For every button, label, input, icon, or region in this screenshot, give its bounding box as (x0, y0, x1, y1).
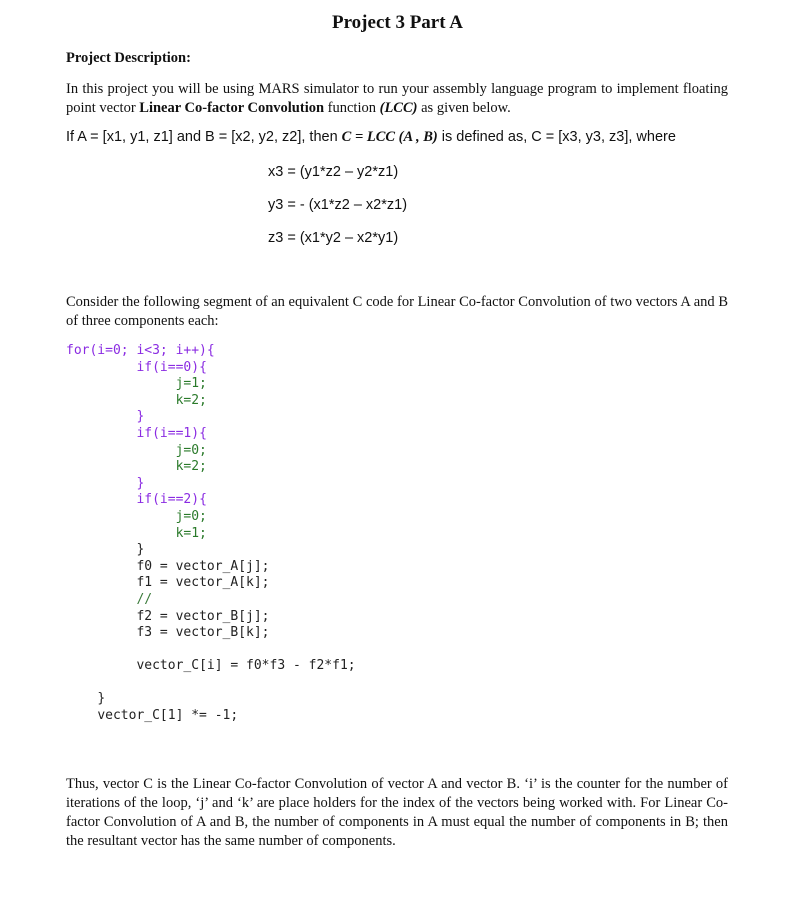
code-if2-j: j=0; (175, 508, 207, 524)
code-if1-j: j=0; (175, 442, 207, 458)
intro-paragraph (66, 80, 728, 118)
code-for-close: } (97, 691, 106, 707)
code-if0-close: } (136, 409, 145, 425)
equation-x3: x3 = (y1*z2 – y2*z1) (268, 164, 399, 180)
intro-text-1: In this project you will be using MARS simulator to run your assembly language program to implement floating point vector (66, 81, 728, 116)
code-comment: // (136, 591, 153, 607)
definition-formula: C = LCC (A , B) (341, 129, 438, 145)
equation-z3: z3 = (x1*y2 – x2*y1) (268, 230, 399, 246)
code-f0-line: f0 = vector_A[j]; (136, 558, 270, 574)
code-if1-close: } (136, 475, 145, 491)
code-f1-line: f1 = vector_A[k]; (136, 575, 270, 591)
definition-text-2: is defined as, C = [x3, y3, z3], where (437, 129, 676, 145)
code-for-keyword: for (66, 343, 90, 358)
intro-text-2: function (324, 100, 380, 116)
consider-paragraph: Consider the following segment of an equivalent C code for Linear Co-factor Convolution of two vectors A and B of three components each: (66, 294, 728, 329)
lcc-term: Linear Co-factor Convolution (139, 100, 325, 116)
code-if1-keyword: if (136, 425, 153, 441)
intro-text-3: as given below. (417, 100, 511, 116)
code-if2-close: } (136, 542, 145, 558)
code-if0-keyword: if (136, 359, 153, 375)
code-if1-cond: (i==1){ (152, 425, 207, 441)
definition-text-1: If A = [x1, y1, z1] and B = [x2, y2, z2], then (66, 129, 342, 145)
definition-line (66, 129, 746, 146)
code-f3-line: f3 = vector_B[k]; (136, 625, 270, 641)
code-negate-line: vector_C[1] *= -1; (97, 708, 239, 724)
code-f2-line: f2 = vector_B[j]; (136, 608, 270, 624)
code-block (66, 343, 356, 725)
code-if2-cond: (i==2){ (152, 492, 207, 508)
code-if0-cond: (i==0){ (152, 359, 207, 375)
code-if1-k: k=2; (175, 459, 207, 475)
code-for-rest: (i=0; i<3; i++){ (89, 343, 215, 358)
code-if2-k: k=1; (175, 525, 207, 541)
section-heading: Project Description: (66, 50, 191, 66)
page-title: Project 3 Part A (331, 12, 463, 33)
code-if2-keyword: if (136, 492, 153, 508)
code-if0-j: j=1; (175, 376, 207, 392)
lcc-abbrev: (LCC) (379, 100, 418, 116)
equation-y3: y3 = - (x1*z2 – x2*z1) (268, 197, 408, 213)
code-if0-k: k=2; (175, 392, 207, 408)
conclusion-paragraph: Thus, vector C is the Linear Co-factor Convolution of vector A and vector B. ‘i’ is the counter for the number of iterations of the loop, ‘j’ and ‘k’ are place holders for the index of the vectors being worked with. For Linear Co-factor Convolution of A and B, the number of components in A must equal the number of components in B; then the resultant vector has the same number of components. (66, 776, 728, 849)
code-vector-c-line: vector_C[i] = f0*f3 - f2*f1; (136, 658, 356, 674)
